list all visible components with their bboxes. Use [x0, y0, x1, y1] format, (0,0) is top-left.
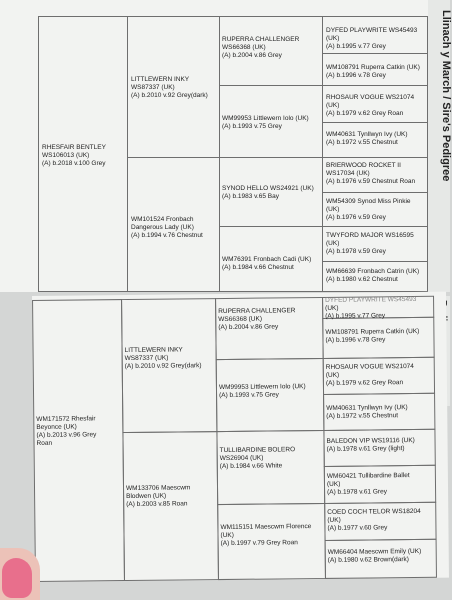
horse-name: DYFED PLAYWRITE WS45493 [325, 295, 417, 304]
dam-gen3-entry-2 [219, 383, 306, 400]
horse-reg: WS26904 (UK) [219, 454, 264, 463]
horse-reg: (UK) [326, 206, 340, 213]
horse-name: BRIERWOOD ROCKET II [326, 162, 401, 169]
dam-gen4-entry-7 [327, 508, 421, 533]
dam-gen1-entry [36, 415, 96, 448]
sire-gen4-entry-1 [326, 27, 417, 51]
horse-name: RHOSAUR VOGUE WS21074 [325, 363, 414, 371]
horse-reg: WS66368 (UK) [218, 315, 263, 324]
horse-reg: WS17034 (UK) [326, 170, 370, 177]
horse-name: WM40631 Tynllwyn Ivy (UK) [326, 131, 408, 138]
horse-info: (A) b.1979 v.62 Grey Roan [326, 110, 404, 117]
horse-reg: (UK) [326, 240, 340, 247]
horse-info: (A) b.1980 v.62 Brown(dark) [327, 556, 409, 564]
dam-gen4-entry-4 [326, 404, 408, 421]
horse-name: SYNOD HELLO WS24921 (UK) [222, 185, 314, 192]
horse-info: (A) b.1993 v.75 Grey [219, 391, 279, 400]
horse-name: WM54309 Synod Miss Pinkie [326, 198, 411, 205]
horse-info: (A) b.1995 v.77 Grey [326, 43, 386, 50]
horse-info: (A) b.1972 v.55 Chestnut [326, 139, 398, 146]
horse-name: WM108791 Ruperra Catkin (UK) [325, 327, 420, 336]
sire-gen3-entry-1 [222, 36, 299, 60]
horse-reg: (UK) [220, 531, 234, 540]
horse-info: (A) b.1977 v.60 Grey [327, 524, 388, 532]
horse-name: RUPERRA CHALLENGER [222, 36, 300, 43]
horse-info: (A) b.1984 v.66 White [219, 462, 283, 471]
sire-gen1-entry [42, 144, 106, 168]
horse-reg: WS66368 (UK) [222, 44, 266, 51]
sire-gen4-entry-2 [326, 64, 420, 80]
horse-name: WM40631 Tynllwyn Ivy (UK) [326, 404, 408, 412]
horse-info: (A) b.2003 v.85 Roan [126, 500, 188, 509]
horse-name: RHESFAIR BENTLEY [42, 144, 106, 151]
horse-reg: (UK) [326, 480, 341, 488]
horse-reg: (UK) [326, 35, 340, 42]
horse-name: LITTLEWERN INKY [124, 346, 183, 355]
horse-info: (A) b.1978 v.59 Grey [326, 248, 386, 255]
horse-info: (A) b.1978 v.61 Grey [327, 488, 387, 496]
horse-name: WM99953 Littlewern Iolo (UK) [218, 383, 306, 392]
side-title: Llinach y March / Sire's Pedigree [440, 10, 452, 182]
dam-gen3-entry-1 [218, 307, 296, 332]
dam-gen3-entry-4 [220, 523, 311, 548]
dam-gen4-entry-2 [325, 328, 419, 345]
horse-info: (A) b.1976 v.59 Grey [326, 214, 386, 221]
horse-name: WM76391 Fronbach Cadi (UK) [222, 256, 312, 263]
dam-gen3-entry-3 [220, 446, 296, 471]
horse-name: WM66639 Fronbach Catrin (UK) [326, 268, 420, 275]
dam-gen2-entry-2 [126, 484, 191, 509]
horse-name: TWYFORD MAJOR WS16595 [326, 232, 414, 239]
dam-gen2-entry-1 [125, 346, 202, 371]
sire-gen3-entry-3 [222, 185, 314, 201]
horse-info: (A) b.1996 v.78 Grey [325, 336, 386, 344]
horse-info: (A) b.1979 v.62 Grey Roan [325, 379, 404, 387]
horse-name: RUPERRA CHALLENGER [218, 307, 296, 316]
sire-gen4-entry-6 [326, 198, 411, 222]
horse-info: (A) b.1980 v.62 Chestnut [326, 276, 398, 283]
horse-name: COED COCH TELOR WS18204 [327, 507, 421, 516]
horse-name: WM115151 Maescwm Florence [220, 523, 312, 532]
sire-gen4-entry-3 [326, 94, 414, 118]
dam-pedigree-sheet [32, 292, 449, 582]
horse-info: (A) b.1972 v.55 Chestnut [326, 412, 399, 420]
sire-gen2-entry-1 [131, 76, 208, 100]
horse-reg: (UK) [325, 371, 340, 379]
horse-reg: (UK) [325, 304, 339, 312]
horse-reg: Beyonce (UK) [36, 423, 77, 431]
horse-info-extra: Roan [36, 439, 53, 447]
dam-gen4-entry-5 [327, 437, 415, 454]
horse-info: (A) b.2018 v.100 Grey [42, 160, 106, 167]
horse-reg: Blodwen (UK) [126, 492, 167, 501]
dam-gen4-entry-1 [325, 296, 417, 321]
dam-gen4-entry-6 [327, 472, 410, 497]
sire-gen2-entry-2 [131, 216, 203, 240]
sire-gen4-entry-7 [326, 232, 414, 256]
sire-gen3-entry-4 [222, 256, 311, 272]
horse-info: (A) b.1983 v.65 Bay [222, 193, 279, 200]
horse-name: WM60421 Tullibardine Ballet [326, 472, 410, 480]
horse-name: WM101524 Fronbach [131, 216, 194, 223]
horse-name: WM171572 Rhesfair [36, 415, 96, 423]
horse-reg: WS106013 (UK) [42, 152, 90, 159]
horse-info: (A) b.2004 v.86 Grey [218, 323, 279, 332]
sire-gen4-entry-5 [326, 162, 415, 186]
horse-info: (A) b.1997 v.79 Grey Roan [220, 539, 298, 548]
horse-info: (A) b.1995 v.77 Grey [325, 312, 386, 320]
horse-info: (A) b.2004 v.86 Grey [222, 52, 282, 59]
sire-gen3-entry-2 [222, 115, 309, 131]
horse-reg: WS87337 (UK) [131, 84, 175, 91]
horse-info: (A) b.2010 v.92 Grey(dark) [131, 92, 208, 99]
horse-name: WM133706 Maescwm [125, 484, 191, 493]
horse-reg: (UK) [326, 102, 340, 109]
horse-reg: Dangerous Lady (UK) [131, 224, 194, 231]
horse-info: (A) b.1978 v.61 Grey (light) [326, 445, 405, 453]
horse-name: RHOSAUR VOGUE WS21074 [326, 94, 415, 101]
sire-pedigree-sheet [0, 0, 430, 292]
horse-name: WM66404 Maescwm Emily (UK) [327, 547, 422, 556]
sire-gen4-entry-8 [326, 268, 419, 284]
horse-info: (A) b.1976 v.59 Chestnut Roan [326, 178, 416, 185]
side-title-strip [428, 0, 450, 292]
sire-gen4-entry-4 [326, 131, 408, 147]
horse-info: (A) b.2010 v.92 Grey(dark) [124, 362, 202, 371]
horse-name: BALEDON VIP WS19116 (UK) [326, 436, 415, 445]
horse-reg: WS87337 (UK) [124, 354, 169, 363]
horse-reg: (UK) [327, 516, 341, 524]
horse-info: (A) b.1984 v.66 Chestnut [222, 264, 294, 271]
horse-name: TULLIBARDINE BOLERO [219, 446, 296, 455]
horse-info: (A) b.1994 v.76 Chestnut [131, 232, 203, 239]
horse-info: (A) b.2013 v.96 Grey [36, 431, 97, 439]
dam-gen4-entry-3 [326, 363, 414, 388]
horse-info: (A) b.1996 v.78 Grey [326, 72, 386, 79]
horse-name: DYFED PLAYWRITE WS45493 [326, 27, 418, 34]
horse-name: WM108791 Ruperra Catkin (UK) [326, 64, 420, 71]
horse-info: (A) b.1993 v.75 Grey [222, 123, 282, 130]
horse-name: WM99953 Littlewern Iolo (UK) [222, 115, 309, 122]
fingernail [2, 558, 32, 598]
horse-name: LITTLEWERN INKY [131, 76, 190, 83]
dam-gen4-entry-8 [328, 548, 422, 565]
